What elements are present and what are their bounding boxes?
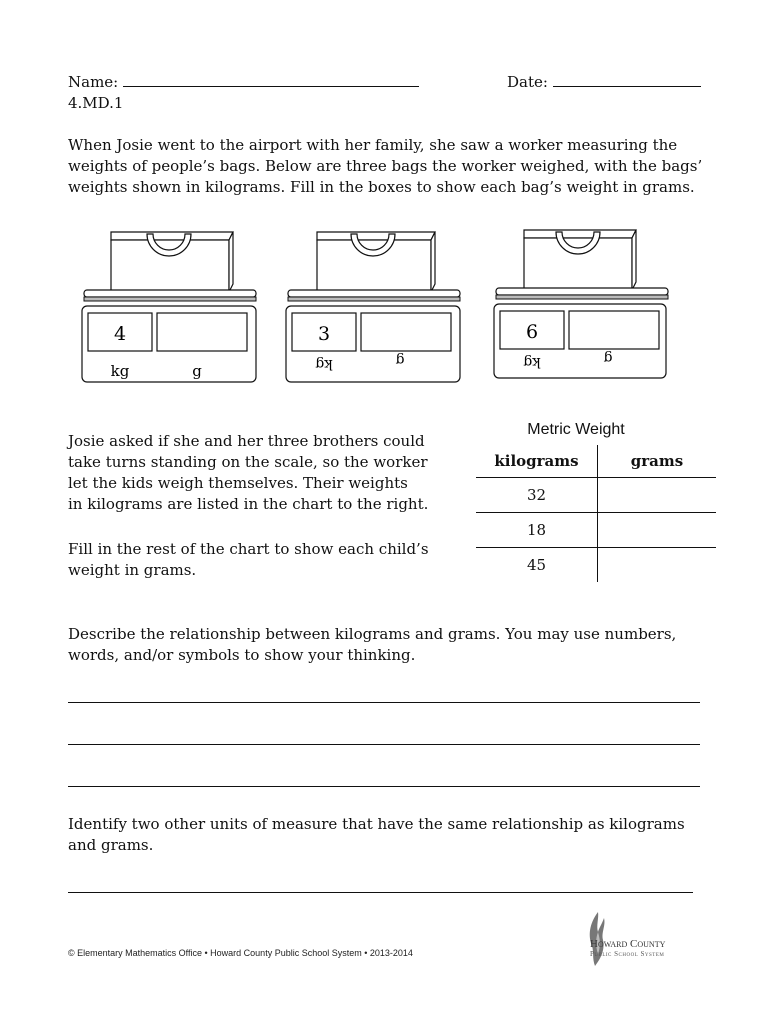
name-label: Name:	[68, 73, 119, 91]
footer-copyright: © Elementary Mathematics Office • Howard County Public School System • 2013-2014	[68, 948, 413, 958]
scale-platform	[288, 290, 460, 301]
standard-code: 4.MD.1	[68, 94, 124, 112]
g-label: g	[192, 362, 202, 380]
bag-illustration	[111, 232, 233, 292]
instruction-line: weight in grams.	[68, 561, 197, 579]
date-blank[interactable]	[553, 72, 701, 87]
josie-line: take turns standing on the scale, so the worker	[68, 453, 428, 471]
scale-platform	[496, 288, 668, 299]
identify-question	[68, 814, 685, 856]
metric-weight-table	[476, 445, 716, 582]
kg-label: kg	[315, 356, 333, 372]
kg-value: 4	[113, 323, 127, 345]
scale-2	[284, 226, 466, 386]
instruction-line: Fill in the rest of the chart to show each child’s	[68, 540, 429, 558]
josie-line: in kilograms are listed in the chart to the right.	[68, 495, 429, 513]
chart-instructions	[68, 539, 429, 581]
question-line: Identify two other units of measure that have the same relationship as kilograms	[68, 815, 685, 833]
intro-line: weights shown in kilograms. Fill in the boxes to show each bag’s weight in grams.	[68, 178, 695, 196]
table-header-row	[476, 445, 716, 478]
name-blank[interactable]	[123, 72, 419, 87]
grams-cell[interactable]	[598, 478, 717, 513]
kg-value: 6	[525, 321, 539, 343]
josie-paragraph	[68, 431, 428, 515]
question-line: and grams.	[68, 836, 154, 854]
grams-cell[interactable]	[598, 513, 717, 548]
kilograms-cell: 18	[476, 513, 598, 548]
question-line: words, and/or symbols to show your thinking.	[68, 646, 416, 664]
answer-line[interactable]	[68, 892, 693, 893]
table-row	[476, 548, 716, 583]
date-row	[507, 72, 701, 93]
scale-3	[492, 224, 674, 384]
grams-cell[interactable]	[598, 548, 717, 583]
kilograms-cell: 32	[476, 478, 598, 513]
answer-line[interactable]	[68, 786, 700, 787]
g-label: g	[395, 352, 405, 368]
logo-title: Howard County	[590, 938, 666, 950]
josie-line: Josie asked if she and her three brothers could	[68, 432, 425, 450]
intro-line: weights of people’s bags. Below are three bags the worker weighed, with the bags’	[68, 157, 703, 175]
josie-line: let the kids weigh themselves. Their weights	[68, 474, 408, 492]
header-grams: grams	[630, 452, 684, 470]
date-label: Date:	[507, 73, 548, 91]
kg-label: kg	[523, 354, 541, 370]
logo-subtitle: Public School System	[590, 950, 665, 958]
intro-paragraph	[68, 135, 702, 198]
table-row	[476, 513, 716, 548]
table-row	[476, 478, 716, 513]
kg-label: kg	[110, 362, 130, 380]
describe-question	[68, 624, 676, 666]
grams-answer-box[interactable]	[157, 313, 247, 351]
answer-line[interactable]	[68, 744, 700, 745]
scale-1	[78, 226, 260, 386]
header-kilograms: kilograms	[476, 445, 598, 478]
kilograms-cell: 45	[476, 548, 598, 583]
intro-line: When Josie went to the airport with her family, she saw a worker measuring the	[68, 136, 678, 154]
kg-value: 3	[317, 323, 331, 345]
scale-platform	[84, 290, 256, 301]
name-row	[68, 72, 419, 93]
hcpss-logo	[582, 910, 692, 968]
grams-answer-box[interactable]	[361, 313, 451, 351]
bag-illustration	[524, 230, 636, 290]
grams-answer-box[interactable]	[569, 311, 659, 349]
table-title: Metric Weight	[527, 421, 625, 438]
question-line: Describe the relationship between kilograms and grams. You may use numbers,	[68, 625, 677, 643]
bag-illustration	[317, 232, 435, 292]
g-label: g	[603, 350, 613, 366]
answer-line[interactable]	[68, 702, 700, 703]
